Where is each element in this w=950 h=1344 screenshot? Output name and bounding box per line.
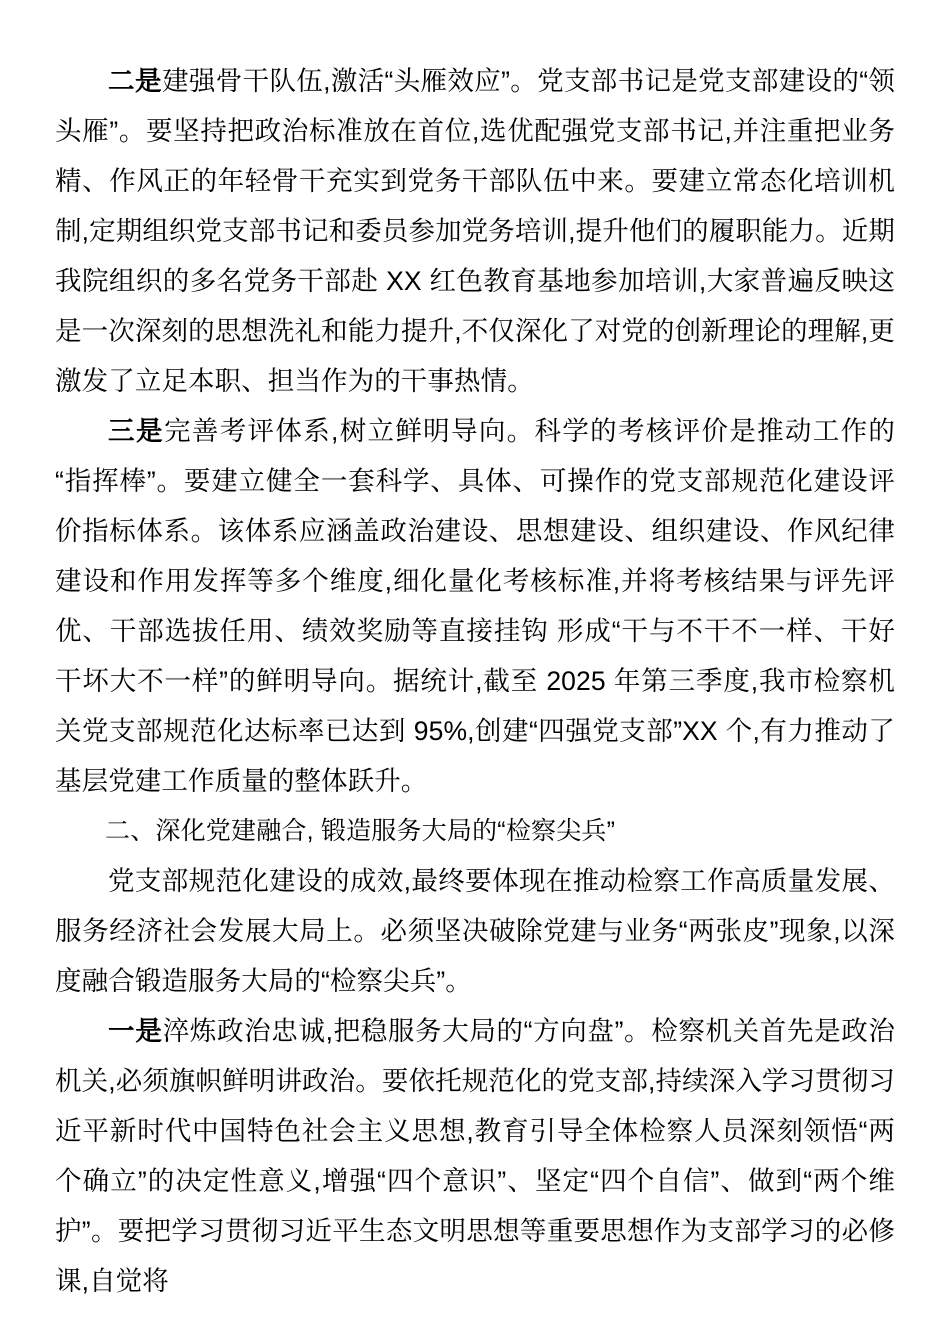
paragraph-lead-er-shi: 二是 (108, 66, 163, 96)
paragraph-er-shi (55, 56, 895, 406)
document-body (55, 56, 895, 1306)
paragraph-intro-two (55, 856, 895, 1006)
paragraph-yi-shi (55, 1006, 895, 1306)
paragraph-lead-san-shi: 三是 (108, 416, 165, 446)
section-heading-two-text: 二、深化党建融合, 锻造服务大局的“检察尖兵” (105, 817, 616, 845)
paragraph-text-yi-shi: 淬炼政治忠诚,把稳服务大局的“方向盘”。检察机关首先是政治机关,必须旗帜鲜明讲政治。要依托规范化的党支部,持续深入学习贯彻习近平新时代中国特色社会主义思想,教育引导全体检察人员深刻领悟“两个确立”的决定性意义,增强“四个意识”、坚定“四个自信”、做到“两个维护”。要把学习贯彻习近平生态文明思想等重要思想作为支部学习的必修课,自觉将 (55, 1016, 895, 1296)
paragraph-lead-yi-shi: 一是 (108, 1016, 163, 1046)
paragraph-text-er-shi: 建强骨干队伍,激活“头雁效应”。党支部书记是党支部建设的“领头雁”。要坚持把政治标准放在首位,选优配强党支部书记,并注重把业务精、作风正的年轻骨干充实到党务干部队伍中来。要建立常态化培训机制,定期组织党支部书记和委员参加党务培训,提升他们的履职能力。近期我院组织的多名党务干部赴 XX 红色教育基地参加培训,大家普遍反映这是一次深刻的思想洗礼和能力提升,不仅深化了对党的创新理论的理解,更激发了立足本职、担当作为的干事热情。 (55, 66, 895, 396)
paragraph-san-shi (55, 406, 895, 806)
section-heading-two (55, 806, 895, 856)
paragraph-text-san-shi: 完善考评体系,树立鲜明导向。科学的考核评价是推动工作的“指挥棒”。要建立健全一套科学、具体、可操作的党支部规范化建设评价指标体系。该体系应涵盖政治建设、思想建设、组织建设、作风纪律建设和作用发挥等多个维度,细化量化考核标准,并将考核结果与评先评优、干部选拔任用、绩效奖励等直接挂钩 形成“干与不干不一样、干好干坏大不一样”的鲜明导向。据统计,截至 2025 年第三季度,我市检察机关党支部规范化达标率已达到 95%,创建“四强党支部”XX 个,有力推动了基层党建工作质量的整体跃升。 (55, 416, 896, 796)
paragraph-text-intro-two: 党支部规范化建设的成效,最终要体现在推动检察工作高质量发展、服务经济社会发展大局上。必须坚决破除党建与业务“两张皮”现象,以深度融合锻造服务大局的“检察尖兵”。 (55, 866, 895, 996)
